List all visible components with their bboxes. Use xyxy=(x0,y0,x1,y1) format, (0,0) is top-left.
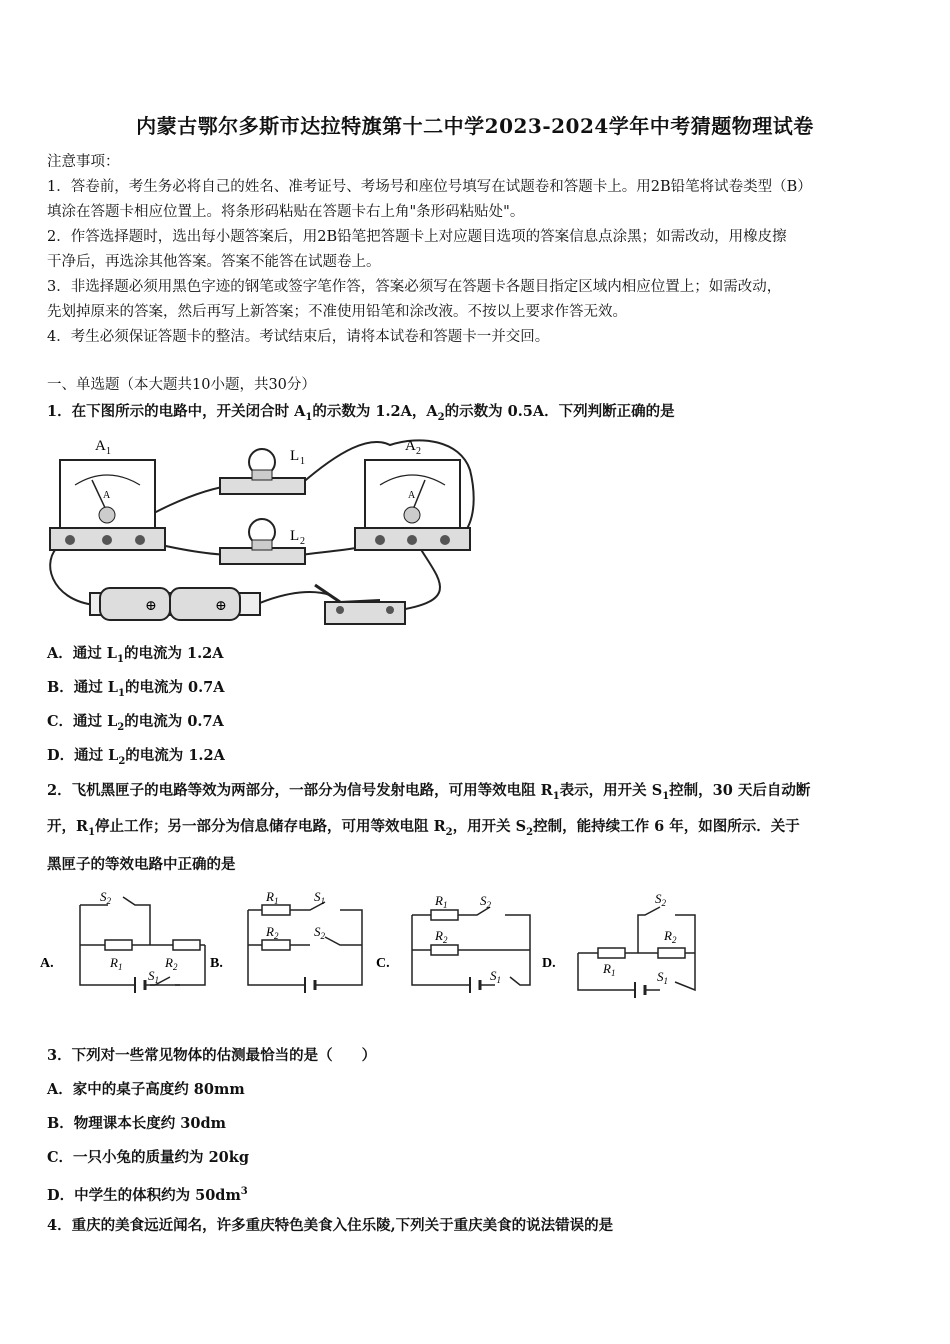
notice-line: 2．作答选择题时，选出每小题答案后，用2B铅笔把答题卡上对应题目选项的答案信息点涂黑；如需改动，用橡皮擦 xyxy=(47,229,787,245)
notice-line: 先划掉原来的答案，然后再写上新答案；不准使用铅笔和涂改液。不按以上要求作答无效。 xyxy=(47,304,627,320)
notice-line: 填涂在答题卡相应位置上。将条形码粘贴在答题卡右上角"条形码粘贴处"。 xyxy=(47,204,525,220)
q2-option-d[interactable]: D. xyxy=(542,956,556,971)
a1-sub: 1 xyxy=(106,446,111,457)
q1-option-d[interactable]: D．通过 $L_2$的电流为 1.2A xyxy=(47,747,225,767)
svg-text:S2: $S_2$ xyxy=(655,891,666,908)
q3-option-b[interactable]: B．物理课本长度约 30dm xyxy=(47,1115,226,1132)
svg-text:S1: $S_1$ xyxy=(657,969,668,986)
l2-label: L xyxy=(290,528,300,544)
knife-switch-icon xyxy=(315,585,405,624)
notice-line: 4．考生必须保证答题卡的整洁。考试结束后，请将本试卷和答题卡一并交回。 xyxy=(47,329,550,345)
page-title: 内蒙古鄂尔多斯市达拉特旗第十二中学2023-2024学年中考猜题物理试卷 xyxy=(136,114,814,138)
q2-option-a[interactable]: A. xyxy=(40,956,54,971)
q2-stem-line1: 2．飞机黑匣子的电路等效为两部分，一部分为信号发射电路，可用等效电阻 $R_1$表示，用开关 $S_1$控制，30 天后自动断 xyxy=(47,782,811,802)
q2-option-c[interactable]: C. xyxy=(376,956,390,971)
a2-sub: 2 xyxy=(416,446,421,457)
q3-option-d[interactable]: D．中学生的体积约为 $50dm^3$ xyxy=(47,1186,248,1204)
svg-text:R1: $R_1$ xyxy=(603,961,616,978)
q4-stem: 4．重庆的美食远近闻名，许多重庆特色美食入住乐陵,下列关于重庆美食的说法错误的是 xyxy=(47,1217,614,1234)
q2-stem-line2: 开，$R_1$停止工作；另一部分为信息储存电路，可用等效电阻 $R_2$，用开关 $S_2$控制，能持续工作 6 年，如图所示．关于 xyxy=(47,818,800,838)
svg-text:S1: $S_1$ xyxy=(490,968,501,985)
a2-label: A xyxy=(405,438,416,454)
q1-option-c[interactable]: C．通过 $L_2$的电流为 0.7A xyxy=(47,713,224,733)
svg-text:⊕: ⊕ xyxy=(145,599,157,614)
q1-circuit-figure xyxy=(40,430,480,635)
svg-text:R1: $R_1$ xyxy=(266,889,279,906)
l2-sub: 2 xyxy=(300,536,305,547)
svg-text:R1: $R_1$ xyxy=(435,893,448,910)
q2-option-b[interactable]: B. xyxy=(210,956,223,971)
lamp-l1 xyxy=(220,448,305,494)
svg-text:S2: $S_2$ xyxy=(314,924,325,941)
svg-text:S2: $S_2$ xyxy=(100,889,111,906)
svg-text:R2: $R_2$ xyxy=(664,928,677,945)
svg-text:S1: $S_1$ xyxy=(314,889,325,906)
svg-text:R2: $R_2$ xyxy=(165,955,178,972)
q3-stem: 3．下列对一些常见物体的估测最恰当的是（ ） xyxy=(47,1047,377,1064)
q2-circuit-options xyxy=(40,885,720,1000)
q3-option-a[interactable]: A．家中的桌子高度约 80mm xyxy=(47,1081,245,1098)
q3-option-c[interactable]: C．一只小兔的质量约为 20kg xyxy=(47,1149,249,1166)
q1-option-b[interactable]: B．通过 $L_1$的电流为 0.7A xyxy=(47,679,225,699)
svg-text:R2: $R_2$ xyxy=(266,924,279,941)
a2-unit: A xyxy=(408,490,416,501)
q1-option-a[interactable]: A．通过 $L_1$的电流为 1.2A xyxy=(47,645,224,665)
ammeter-a2 xyxy=(355,438,470,550)
svg-text:S1: $S_1$ xyxy=(148,968,159,985)
notice-line: 1．答卷前，考生务必将自己的姓名、准考证号、考场号和座位号填写在试题卷和答题卡上。用2B铅笔将试卷类型（B） xyxy=(47,179,812,195)
notice-line: 干净后，再选涂其他答案。答案不能答在试题卷上。 xyxy=(47,254,381,270)
a1-unit: A xyxy=(103,490,111,501)
svg-text:S2: $S_2$ xyxy=(480,893,491,910)
svg-text:R1: $R_1$ xyxy=(110,955,123,972)
lamp-l2 xyxy=(220,519,305,564)
notice-line: 3．非选择题必须用黑色字迹的钢笔或签字笔作答，答案必须写在答题卡各题目指定区域内相应位置上；如需改动， xyxy=(47,279,782,295)
l1-sub: 1 xyxy=(300,456,305,467)
l1-label: L xyxy=(290,448,300,464)
a1-label: A xyxy=(95,438,106,454)
battery-icon xyxy=(90,588,260,620)
ammeter-a1 xyxy=(50,438,165,550)
q2-stem-line3: 黑匣子的等效电路中正确的是 xyxy=(47,856,236,873)
svg-text:R2: $R_2$ xyxy=(435,928,448,945)
q1-stem: 1．在下图所示的电路中，开关闭合时 $A_1$的示数为 1.2A，$A_2$的示数为 0.5A．下列判断正确的是 xyxy=(47,403,675,423)
section-heading: 一、单选题（本大题共10小题，共30分） xyxy=(47,377,316,393)
svg-text:⊕: ⊕ xyxy=(215,599,227,614)
notice-heading: 注意事项： xyxy=(47,154,120,170)
